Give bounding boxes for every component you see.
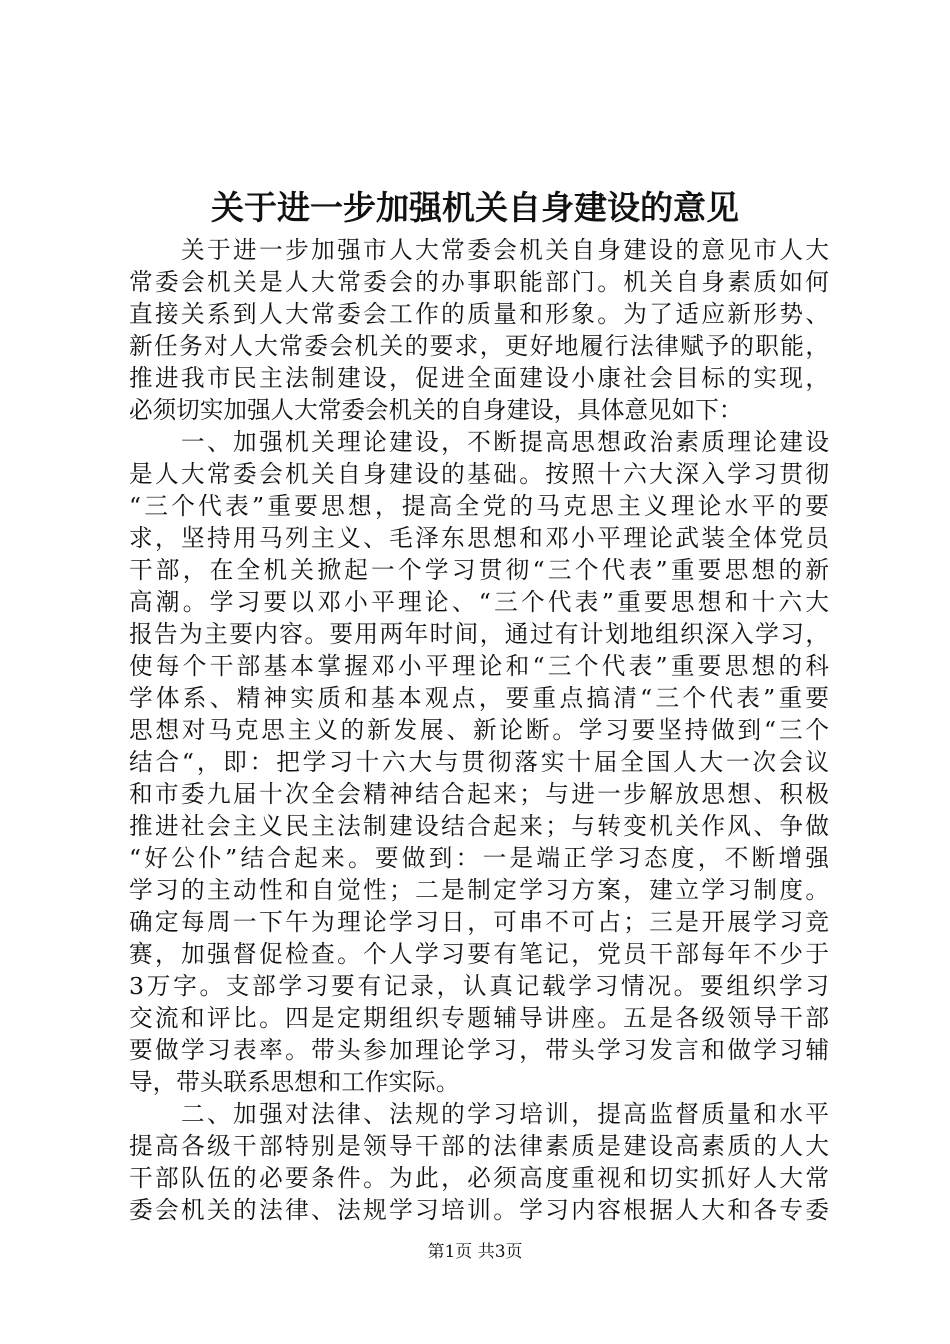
body-text-line: 关于进一步加强市人大常委会机关自身建设的意见市人大 [129,236,829,264]
body-text-line: 3万字。支部学习要有记录，认真记载学习情况。要组织学习 [129,972,829,1000]
body-text-line: 新任务对人大常委会机关的要求，更好地履行法律赋予的职能， [129,332,829,360]
body-text-line: 推进我市民主法制建设，促进全面建设小康社会目标的实现， [129,364,829,392]
body-text-line: 高潮。学习要以邓小平理论、“三个代表”重要思想和十六大 [129,588,829,616]
body-text-line: 必须切实加强人大常委会机关的自身建设，具体意见如下： [129,396,743,424]
body-text-line: 干部，在全机关掀起一个学习贯彻“三个代表”重要思想的新 [129,556,829,584]
page-footer: 第1页 共3页 [427,1242,523,1262]
body-text-line: 二、加强对法律、法规的学习培训，提高监督质量和水平 [129,1100,829,1128]
body-text-line: 学习的主动性和自觉性；二是制定学习方案，建立学习制度。 [129,876,829,904]
document-title: 关于进一步加强机关自身建设的意见 [211,188,739,227]
body-text-line: 赛，加强督促检查。个人学习要有笔记，党员干部每年不少于 [129,940,829,968]
body-text-line: 是人大常委会机关自身建设的基础。按照十六大深入学习贯彻 [129,460,829,488]
body-text-line: 干部队伍的必要条件。为此，必须高度重视和切实抓好人大常 [129,1164,829,1192]
body-text-line: 结合“，即：把学习十六大与贯彻落实十届全国人大一次会议 [129,748,829,776]
body-text-line: 交流和评比。四是定期组织专题辅导讲座。五是各级领导干部 [129,1004,829,1032]
body-text-line: 导，带头联系思想和工作实际。 [129,1068,460,1096]
body-text-line: 求，坚持用马列主义、毛泽东思想和邓小平理论武装全体党员 [129,524,829,552]
body-text-line: 使每个干部基本掌握邓小平理论和“三个代表”重要思想的科 [129,652,829,680]
body-text-line: 直接关系到人大常委会工作的质量和形象。为了适应新形势、 [129,300,829,328]
body-text-line: 思想对马克思主义的新发展、新论断。学习要坚持做到“三个 [129,716,829,744]
document-body [129,234,829,1226]
body-text-line: 一、加强机关理论建设，不断提高思想政治素质理论建设 [129,428,829,456]
body-text-line: 推进社会主义民主法制建设结合起来；与转变机关作风、争做 [129,812,829,840]
body-text-line: 提高各级干部特别是领导干部的法律素质是建设高素质的人大 [129,1132,829,1160]
body-text-line: 和市委九届十次全会精神结合起来；与进一步解放思想、积极 [129,780,829,808]
body-text-line: “三个代表”重要思想，提高全党的马克思主义理论水平的要 [129,492,829,520]
body-text-line: 报告为主要内容。要用两年时间，通过有计划地组织深入学习， [129,620,829,648]
body-text-line: 常委会机关是人大常委会的办事职能部门。机关自身素质如何 [129,268,829,296]
body-text-line: “好公仆”结合起来。要做到：一是端正学习态度，不断增强 [129,844,829,872]
body-text-line: 确定每周一下午为理论学习日，可串不可占；三是开展学习竞 [129,908,829,936]
body-text-line: 要做学习表率。带头参加理论学习，带头学习发言和做学习辅 [129,1036,829,1064]
body-text-line: 委会机关的法律、法规学习培训。学习内容根据人大和各专委 [129,1196,829,1224]
body-text-line: 学体系、精神实质和基本观点，要重点搞清“三个代表”重要 [129,684,829,712]
